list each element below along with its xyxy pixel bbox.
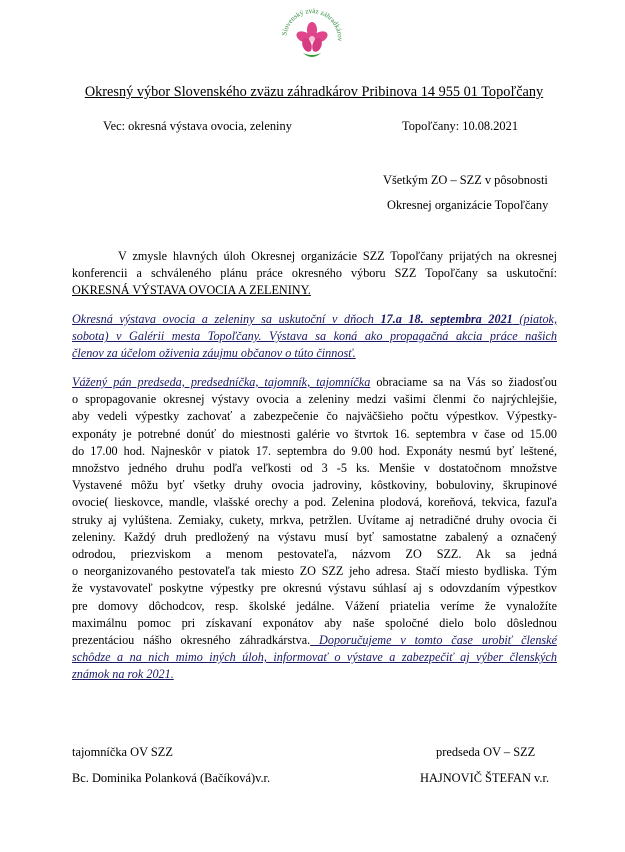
recommendation-3: známok na rok 2021. — [72, 667, 174, 682]
announcement-line-3: členov za účelom oživenia záujmu občanov o túto činnosť. — [72, 346, 356, 361]
announcement-text-1: Okresná výstava ovocia a zeleniny sa uskutoční v dňoch — [72, 312, 381, 326]
flower-icon — [295, 22, 330, 57]
body-line: Vystavené môžu byť všetky druhy ovocia jadroviny, kôstkoviny, bobuloviny, škrupinové — [72, 478, 557, 493]
body-line: do 17.00 hod. Najneskôr v piatok 17. septembra do 9.00 hod. Exponáty nesmú byť leštené, — [72, 443, 557, 458]
announcement-text-2: (piatok, — [512, 312, 557, 326]
body-line: ovocie( lieskovce, mandle, vlašské orechy a pod. Zelenina plodová, koreňová, tekvica, fazuľa — [72, 495, 557, 510]
body-line: odrodou, priezviskom a menom pestovateľa, názvom ZO SZZ. Ak sa jedná — [72, 547, 557, 562]
organization-header: Okresný výbor Slovenského zväzu záhradkárov Pribinova 14 955 01 Topoľčany — [84, 84, 544, 100]
intro-line-2: konferencii a schváleného plánu práce okresného výboru SZZ Topoľčany sa uskutoční: — [72, 266, 557, 281]
exhibition-dates: 17.a 18. septembra 2021 — [380, 312, 513, 326]
body-line: aby vedeli výpestky zachovať a zabezpečenie čo najväčšieho počtu výpestkov. Výpestky- — [72, 409, 557, 424]
greeting: Vážený pán predseda, predsedníčka, tajomník, tajomníčka — [72, 375, 371, 389]
right-signatory-name: HAJNOVIČ ŠTEFAN v.r. — [420, 771, 550, 785]
body-line: maximálnu pomoc pri získavaní exponátov aby naše spoločné dielo bolo dôslednou — [72, 615, 557, 630]
szz-logo — [279, 6, 345, 72]
body-line: množstvo jedného druhu podľa veľkosti od 3 -5 ks. Menšie v dostatočnom množstve — [72, 461, 557, 476]
place-date: Topoľčany: 10.08.2021 — [402, 119, 519, 133]
body-line: obraciame sa na Vás so žiadosťou — [370, 375, 558, 389]
recommendation-1: Doporučujeme v tomto čase urobiť členské — [310, 633, 557, 648]
recipient-line-1: Všetkým ZO – SZZ v pôsobnosti — [383, 173, 548, 187]
body-line: o spropagovanie okresnej výstavy ovocia a zeleniny medzi vašimi členmi čo najrýchlejšie, — [72, 392, 557, 407]
left-signatory-role: tajomníčka OV SZZ — [72, 745, 173, 759]
right-signatory-role: predseda OV – SZZ — [436, 745, 536, 759]
body-line: že vystavovateľ poskytne výpestky pre okresnú výstavu súhlasí aj s odovzdaním výpestkov — [72, 581, 557, 596]
recommendation-2: schôdze a na nich mimo iných úloh, informovať o výstave a zabezpečiť aj výber členských — [72, 650, 557, 665]
exhibition-title: OKRESNÁ VÝSTAVA OVOCIA A ZELENINY. — [72, 283, 311, 298]
intro-paragraph — [72, 248, 557, 300]
body-line: exponáty je potrebné donúť do miestnosti galérie vo štvrtok 16. septembra v čase od 15.00 — [72, 426, 557, 441]
announcement-paragraph — [72, 311, 557, 363]
body-line: prezentáciou nášho okresného záhradkárstva. — [72, 633, 311, 648]
logo-ring-text: Slovenský zväz záhradkárov — [280, 6, 345, 42]
body-line: pre domovy dôchodcov, resp. školské jedálne. Vážení priatelia veríme že vynaložíte — [72, 598, 557, 613]
announcement-line-2: sobota) v Galérii mesta Topoľčany. Výstava sa koná ako propagačná akcia práce našich — [72, 329, 557, 344]
recipient-line-2: Okresnej organizácie Topoľčany — [387, 198, 549, 212]
body-paragraph — [72, 374, 557, 684]
body-line: zeleniny. Každý druh predložený na výstavu musí byť samostatne zabalený a označený — [72, 529, 557, 544]
subject-line: Vec: okresná výstava ovocia, zeleniny — [103, 119, 292, 133]
left-signatory-name: Bc. Dominika Polanková (Bačíková)v.r. — [72, 771, 271, 785]
body-line: o neorganizovaného pestovateľa tak miesto ZO SZZ jeho adresa. Stačí miesto bydliska. Tým — [72, 564, 557, 579]
body-line: struky aj vylúštena. Zemiaky, cukety, mrkva, petržlen. Uvítame aj netradičné druhy ovocia či — [72, 512, 557, 527]
intro-line-1: V zmysle hlavných úloh Okresnej organizácie SZZ Topoľčany prijatých na okresnej — [118, 249, 557, 263]
